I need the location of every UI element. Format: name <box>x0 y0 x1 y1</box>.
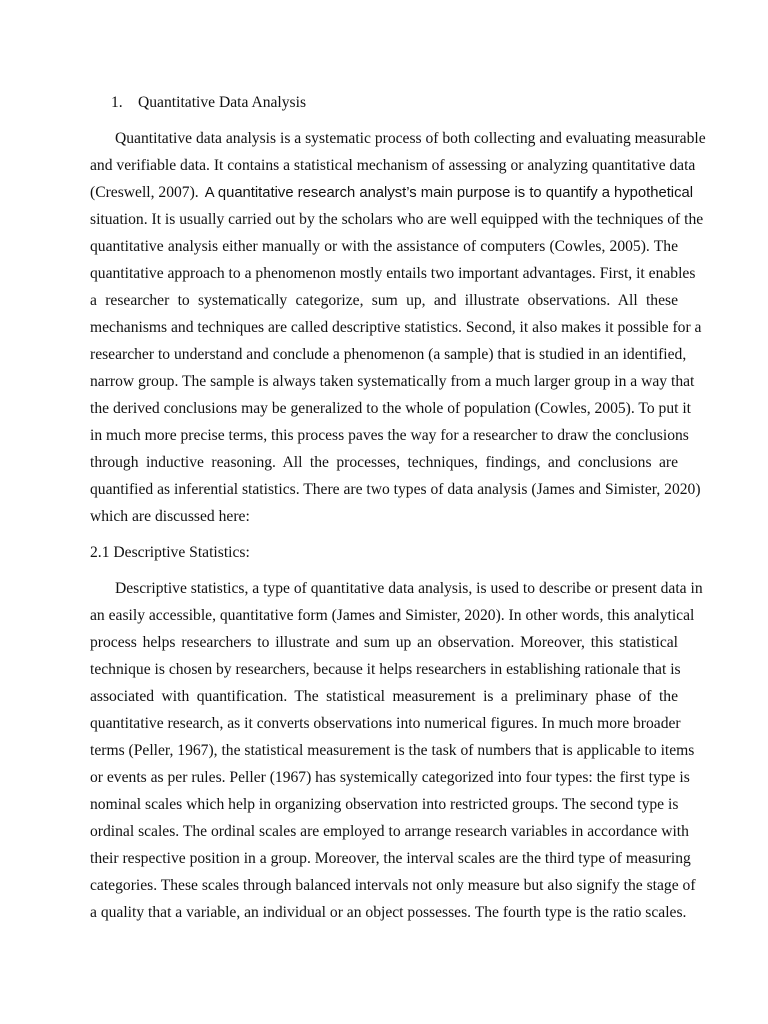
paragraph1-line-7: a researcher to systematically categorize, sum up, and illustrate observations. All these <box>90 292 678 309</box>
paragraph2-line-6: quantitative research, as it converts observations into numerical figures. In much more broader <box>90 715 681 732</box>
paragraph1-line-14: quantified as inferential statistics. There are two types of data analysis (James and Simister, 2020) <box>90 481 701 498</box>
paragraph1-line-10: narrow group. The sample is always taken systematically from a much larger group in a way that <box>90 373 695 390</box>
paragraph2-line-2: an easily accessible, quantitative form (James and Simister, 2020). In other words, this analytical <box>90 607 695 624</box>
paragraph1-line-2: and verifiable data. It contains a statistical mechanism of assessing or analyzing quantitative data <box>90 157 696 174</box>
paragraph1-line-3-highlight: A quantitative research analyst’s main purpose is to quantify a hypothetical <box>204 185 694 201</box>
paragraph2-line-7: terms (Peller, 1967), the statistical measurement is the task of numbers that is applicable to items <box>90 742 695 759</box>
subsection-heading: 2.1 Descriptive Statistics: <box>90 544 250 561</box>
paragraph2-line-12: categories. These scales through balanced intervals not only measure but also signify the stage of <box>90 877 696 894</box>
section-number: 1. <box>111 94 123 111</box>
paragraph1-line-8: mechanisms and techniques are called descriptive statistics. Second, it also makes it possible for a <box>90 319 702 336</box>
paragraph1-line-11: the derived conclusions may be generalized to the whole of population (Cowles, 2005). To put it <box>90 400 692 417</box>
paragraph2-line-9: nominal scales which help in organizing observation into restricted groups. The second type is <box>90 796 679 813</box>
section-heading <box>111 93 306 113</box>
paragraph1-line-5: quantitative analysis either manually or with the assistance of computers (Cowles, 2005). The <box>90 238 678 255</box>
paragraph2-line-10: ordinal scales. The ordinal scales are employed to arrange research variables in accordance with <box>90 823 689 840</box>
paragraph2-line-4: technique is chosen by researchers, because it helps researchers in establishing rationale that is <box>90 661 681 678</box>
paragraph1-line-4: situation. It is usually carried out by the scholars who are well equipped with the techniques of the <box>90 211 704 228</box>
paragraph1-line-15: which are discussed here: <box>90 508 250 525</box>
paragraph2-line-8: or events as per rules. Peller (1967) has systemically categorized into four types: the first type is <box>90 769 690 786</box>
paragraph2-line-13: a quality that a variable, an individual or an object possesses. The fourth type is the ratio scales. <box>90 904 687 921</box>
paragraph1-line-12: in much more precise terms, this process paves the way for a researcher to draw the conclusions <box>90 427 689 444</box>
paragraph2-line-5: associated with quantification. The statistical measurement is a preliminary phase of the <box>90 688 678 705</box>
paragraph1-line-3 <box>90 183 694 203</box>
paragraph1-line-9: researcher to understand and conclude a phenomenon (a sample) that is studied in an identified, <box>90 346 687 363</box>
paragraph1-line-1: Quantitative data analysis is a systematic process of both collecting and evaluating measurable <box>115 130 706 147</box>
paragraph1-line-6: quantitative approach to a phenomenon mostly entails two important advantages. First, it enables <box>90 265 696 282</box>
paragraph2-line-3: process helps researchers to illustrate and sum up an observation. Moreover, this statistical <box>90 634 678 651</box>
paragraph1-line-13: through inductive reasoning. All the processes, techniques, findings, and conclusions are <box>90 454 678 471</box>
paragraph2-line-11: their respective position in a group. Moreover, the interval scales are the third type of measuring <box>90 850 691 867</box>
paragraph1-line-3-citation: (Creswell, 2007). <box>90 184 199 201</box>
paragraph2-line-1: Descriptive statistics, a type of quantitative data analysis, is used to describe or present data in <box>115 580 703 597</box>
section-title: Quantitative Data Analysis <box>138 94 307 111</box>
